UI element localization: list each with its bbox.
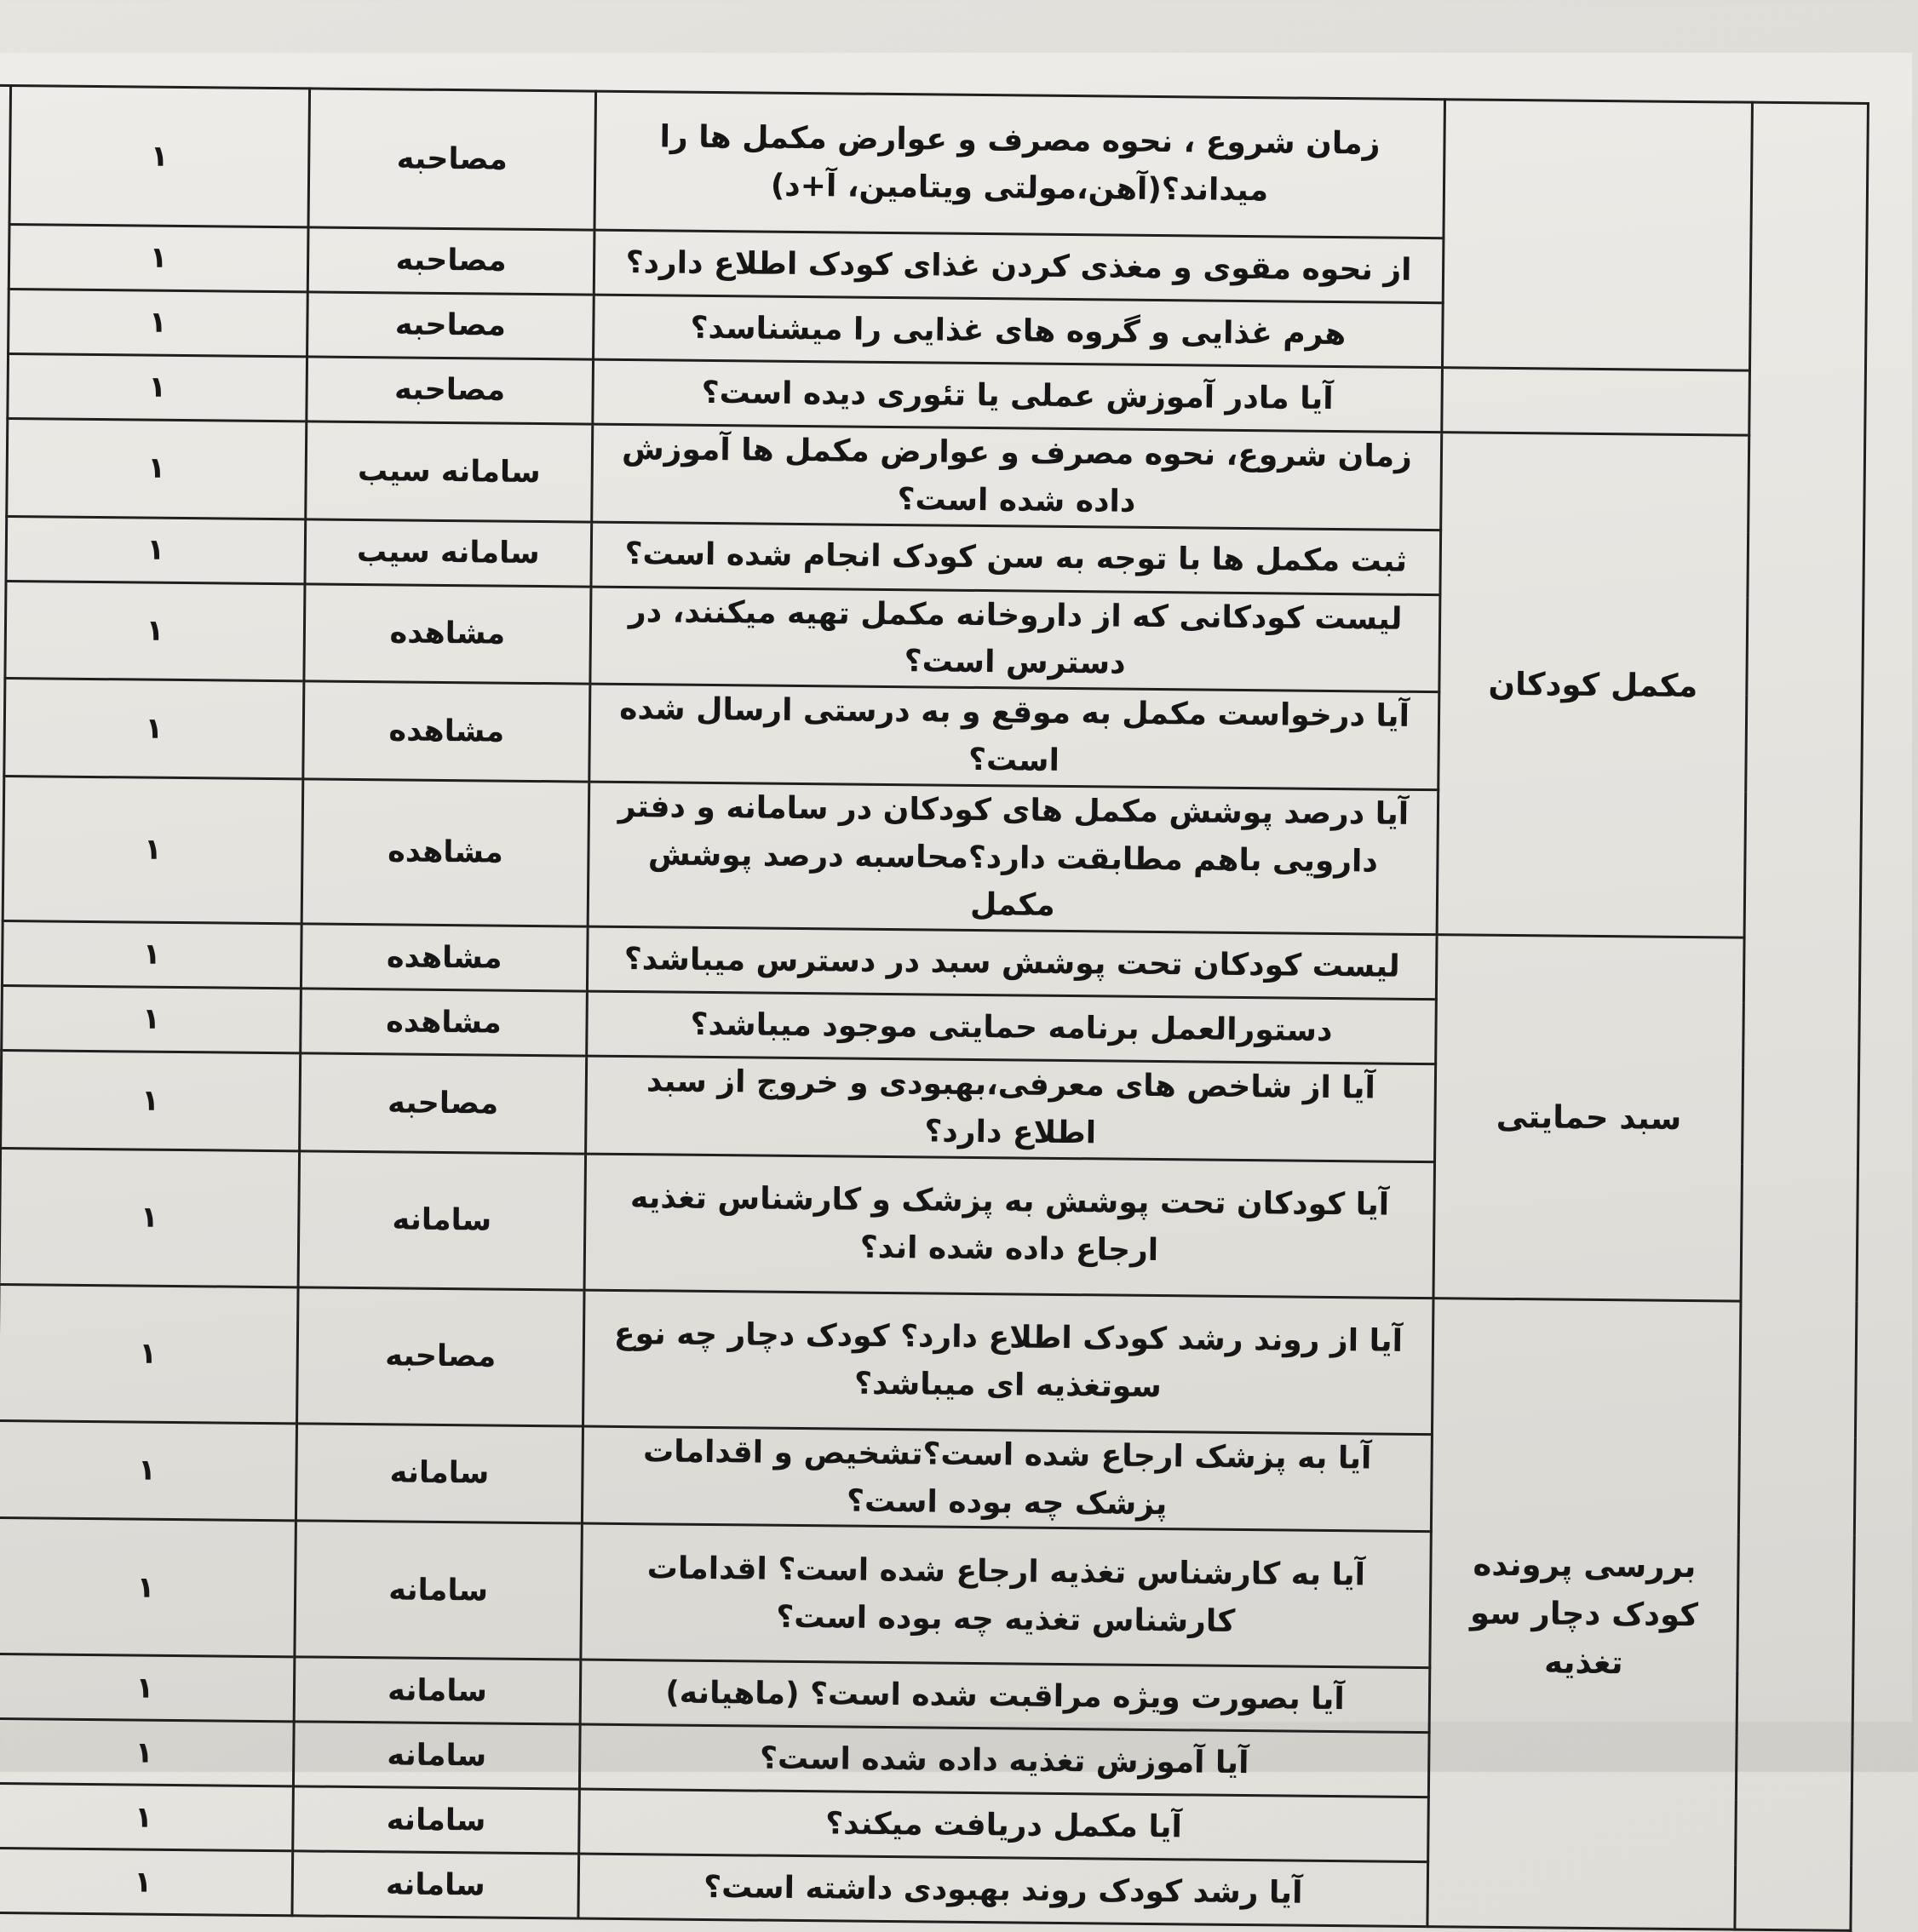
- question-cell: آیا آموزش تغذیه داده شده است؟: [579, 1724, 1429, 1797]
- score-cell: ۱: [0, 1148, 300, 1287]
- question-cell: زمان شروع ، نحوه مصرف و عوارض مکمل ها را میداند؟(آهن،مولتی ویتامین، آ+د): [594, 91, 1445, 238]
- question-cell: لیست کودکانی که از داروخانه مکمل تهیه میکنند، در دسترس است؟: [590, 587, 1440, 692]
- method-cell: مصاحبه: [308, 89, 596, 230]
- score-cell: ۱: [0, 1719, 294, 1786]
- score-cell: ۱: [2, 986, 301, 1053]
- method-cell: مشاهده: [301, 779, 589, 927]
- method-cell: سامانه سیب: [305, 519, 592, 586]
- question-cell: از نحوه مقوی و مغذی کردن غذای کودک اطلاع دارد؟: [594, 230, 1444, 303]
- outer-cell: [1735, 102, 1869, 1931]
- question-cell: ثبت مکمل ها با توجه به سن کودک انجام شده است؟: [591, 522, 1441, 595]
- score-cell: ۱: [0, 1654, 295, 1722]
- method-cell: مصاحبه: [307, 227, 594, 295]
- score-cell: ۱: [2, 921, 301, 989]
- question-cell: آیا مادر آموزش عملی یا تئوری دیده است؟: [593, 359, 1443, 433]
- score-cell: ۱: [0, 1284, 298, 1423]
- score-cell: ۱: [1, 1051, 301, 1151]
- topic-cell: بررسی پرونده کودک دچار سو تغذیه: [1427, 1298, 1741, 1929]
- question-cell: دستورالعمل برنامه حمایتی موجود میباشد؟: [587, 991, 1437, 1064]
- question-cell: آیا بصورت ویژه مراقبت شده است؟ (ماهیانه): [580, 1660, 1430, 1733]
- question-cell: آیا از روند رشد کودک اطلاع دارد؟ کودک دچار چه نوع سوتغذیه ای میباشد؟: [583, 1290, 1433, 1435]
- score-cell: ۱: [9, 225, 308, 292]
- table-row: [0, 418, 1865, 534]
- topic-cell-empty: [1442, 368, 1750, 435]
- method-cell: سامانه: [294, 1657, 581, 1724]
- method-cell: سامانه: [293, 1786, 580, 1854]
- question-cell: آیا از شاخص های معرفی،بهبودی و خروج از سبد اطلاع دارد؟: [586, 1056, 1436, 1161]
- question-cell: لیست کودکان تحت پوشش سبد در دسترس میباشد؟: [587, 926, 1437, 1000]
- method-cell: مشاهده: [304, 583, 591, 684]
- method-cell: مصاحبه: [300, 1053, 587, 1154]
- table-row: [0, 85, 1868, 242]
- table-row: [0, 1284, 1857, 1438]
- score-cell: ۱: [0, 1420, 297, 1521]
- score-cell: ۱: [0, 1784, 293, 1851]
- score-cell: ۱: [5, 581, 305, 681]
- paper-sheet: [0, 53, 1912, 1911]
- question-cell: آیا مکمل دریافت میکند؟: [579, 1789, 1429, 1862]
- score-cell: ۱: [6, 516, 306, 583]
- question-cell: زمان شروع، نحوه مصرف و عوارض مکمل ها آموزش داده شده است؟: [592, 424, 1442, 530]
- method-cell: سامانه: [295, 1521, 583, 1660]
- question-cell: آیا کودکان تحت پوشش به پزشک و کارشناس تغذیه ارجاع داده شده اند؟: [584, 1154, 1434, 1299]
- topic-cell: مکمل کودکان: [1437, 433, 1749, 938]
- method-cell: مشاهده: [301, 924, 588, 991]
- method-cell: سامانه: [292, 1851, 579, 1918]
- method-cell: مصاحبه: [297, 1287, 585, 1426]
- method-cell: سامانه: [293, 1722, 580, 1789]
- topic-cell: سبد حمایتی: [1433, 935, 1744, 1301]
- method-cell: سامانه: [298, 1151, 586, 1290]
- method-cell: سامانه سیب: [306, 421, 593, 522]
- score-cell: ۱: [9, 86, 310, 227]
- score-cell: ۱: [8, 354, 307, 421]
- topic-cell-empty: [1442, 100, 1752, 370]
- score-cell: ۱: [9, 290, 308, 357]
- method-cell: سامانه: [296, 1424, 583, 1524]
- method-cell: مشاهده: [303, 681, 590, 782]
- checklist-table: [0, 84, 1869, 1932]
- score-cell: ۱: [0, 1518, 296, 1657]
- question-cell: هرم غذایی و گروه های غذایی را میشناسد؟: [594, 295, 1444, 368]
- method-cell: مشاهده: [301, 989, 588, 1056]
- question-cell: آیا درخواست مکمل به موقع و به درستی ارسال شده است؟: [589, 684, 1439, 789]
- method-cell: مصاحبه: [307, 292, 594, 359]
- question-cell: آیا درصد پوشش مکمل های کودکان در سامانه و دفتر دارویی باهم مطابقت دارد؟محاسبه درصد پوشش مکمل: [588, 782, 1438, 935]
- score-cell: ۱: [7, 419, 307, 519]
- score-cell: ۱: [4, 679, 304, 779]
- score-cell: ۱: [3, 776, 303, 924]
- method-cell: مصاحبه: [307, 357, 594, 424]
- score-cell: ۱: [0, 1849, 293, 1916]
- question-cell: آیا رشد کودک روند بهبودی داشته است؟: [578, 1854, 1428, 1927]
- question-cell: آیا به کارشناس تغذیه ارجاع شده است؟ اقدامات کارشناس تغذیه چه بوده است؟: [581, 1523, 1431, 1668]
- question-cell: آیا به پزشک ارجاع شده است؟تشخیص و اقدامات پزشک چه بوده است؟: [582, 1426, 1432, 1532]
